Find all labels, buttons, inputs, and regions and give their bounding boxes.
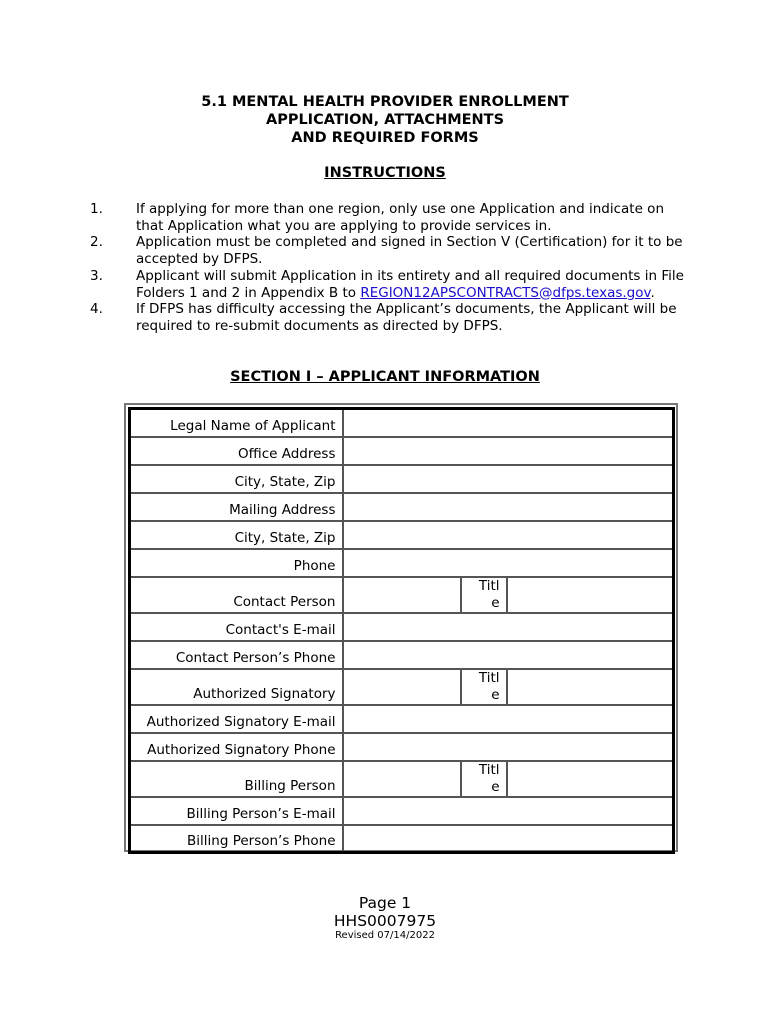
form-row xyxy=(130,521,674,549)
field-label: Authorized Signatory E-mail xyxy=(130,705,343,733)
instruction-number: 4. xyxy=(90,301,103,318)
contact-phone-field[interactable] xyxy=(343,641,674,669)
authorized-signatory-field[interactable] xyxy=(343,669,461,705)
billing-person-field[interactable] xyxy=(343,761,461,797)
form-row xyxy=(130,465,674,493)
instruction-number: 2. xyxy=(90,234,103,251)
title-label-line: e xyxy=(491,594,500,611)
section-1-heading: SECTION I – APPLICANT INFORMATION xyxy=(230,369,540,385)
form-row xyxy=(130,733,674,761)
field-label: Contact Person’s Phone xyxy=(130,641,343,669)
instruction-item xyxy=(90,234,690,267)
field-label: Authorized Signatory xyxy=(130,669,343,705)
contact-email-field[interactable] xyxy=(343,613,674,641)
title-label xyxy=(461,669,507,705)
instruction-number: 1. xyxy=(90,201,103,217)
contact-person-field[interactable] xyxy=(343,577,461,613)
instruction-text-part: Applicant will submit Application in its entirety and all required documents in File Folders 1 and 2 in Appendix B to xyxy=(136,267,684,301)
form-row xyxy=(130,409,674,437)
title-label-line: e xyxy=(491,778,500,795)
field-label: Billing Person xyxy=(130,761,343,797)
applicant-info-form xyxy=(128,407,675,854)
title-label-line: Titl xyxy=(478,761,500,778)
legal-name-field[interactable] xyxy=(343,409,674,437)
office-address-field[interactable] xyxy=(343,437,674,465)
email-link[interactable]: REGION12APSCONTRACTS@dfps.texas.gov xyxy=(360,284,651,301)
signatory-title-field[interactable] xyxy=(507,669,674,705)
title-line-2: APPLICATION, ATTACHMENTS xyxy=(265,112,505,128)
instruction-item xyxy=(90,268,690,301)
field-label: Contact's E-mail xyxy=(130,613,343,641)
field-label: Legal Name of Applicant xyxy=(130,409,343,437)
form-row xyxy=(130,613,674,641)
form-row xyxy=(130,577,674,613)
field-label: City, State, Zip xyxy=(130,465,343,493)
instruction-text: Application must be completed and signed in Section V (Certification) for it to be accepted by DFPS. xyxy=(136,234,683,268)
form-row xyxy=(130,825,674,853)
signatory-email-field[interactable] xyxy=(343,705,674,733)
title-label xyxy=(461,577,507,613)
form-row xyxy=(130,437,674,465)
form-row xyxy=(130,797,674,825)
field-label: City, State, Zip xyxy=(130,521,343,549)
form-row xyxy=(130,493,674,521)
form-row xyxy=(130,641,674,669)
instructions-heading: INSTRUCTIONS xyxy=(324,165,446,181)
field-label: Authorized Signatory Phone xyxy=(130,733,343,761)
instruction-item xyxy=(90,201,690,234)
billing-email-field[interactable] xyxy=(343,797,674,825)
title-label xyxy=(461,761,507,797)
form-row xyxy=(130,705,674,733)
mailing-city-state-zip-field[interactable] xyxy=(343,521,674,549)
instruction-item xyxy=(90,301,690,334)
instructions-list xyxy=(90,201,690,335)
instruction-number: 3. xyxy=(90,267,103,284)
field-label: Phone xyxy=(130,549,343,577)
title-label-line: Titl xyxy=(478,669,500,686)
instruction-text: If DFPS has difficulty accessing the Applicant’s documents, the Applicant will be required to re-submit documents as directed by DFPS. xyxy=(136,301,677,334)
instruction-text xyxy=(136,268,690,301)
billing-phone-field[interactable] xyxy=(343,825,674,853)
billing-title-field[interactable] xyxy=(507,761,674,797)
field-label: Billing Person’s Phone xyxy=(130,825,343,853)
document-code: HHS0007975 xyxy=(333,912,437,930)
field-label: Billing Person’s E-mail xyxy=(130,797,343,825)
page-number: Page 1 xyxy=(358,894,412,912)
instruction-text: If applying for more than one region, only use one Application and indicate on that Application what you are applying to provide services in. xyxy=(136,201,665,234)
field-label: Mailing Address xyxy=(130,493,343,521)
document-title xyxy=(0,93,770,147)
field-label: Office Address xyxy=(130,437,343,465)
form-row xyxy=(130,669,674,705)
title-label-line: e xyxy=(491,686,500,703)
form-row xyxy=(130,549,674,577)
phone-field[interactable] xyxy=(343,549,674,577)
title-label-line: Titl xyxy=(478,577,500,594)
form-row xyxy=(130,761,674,797)
office-city-state-zip-field[interactable] xyxy=(343,465,674,493)
contact-title-field[interactable] xyxy=(507,577,674,613)
revision-date: Revised 07/14/2022 xyxy=(335,930,435,941)
title-line-3: AND REQUIRED FORMS xyxy=(291,130,479,146)
field-label: Contact Person xyxy=(130,577,343,613)
title-line-1: 5.1 MENTAL HEALTH PROVIDER ENROLLMENT xyxy=(201,94,569,110)
mailing-address-field[interactable] xyxy=(343,493,674,521)
instruction-text-part: . xyxy=(650,284,655,301)
signatory-phone-field[interactable] xyxy=(343,733,674,761)
